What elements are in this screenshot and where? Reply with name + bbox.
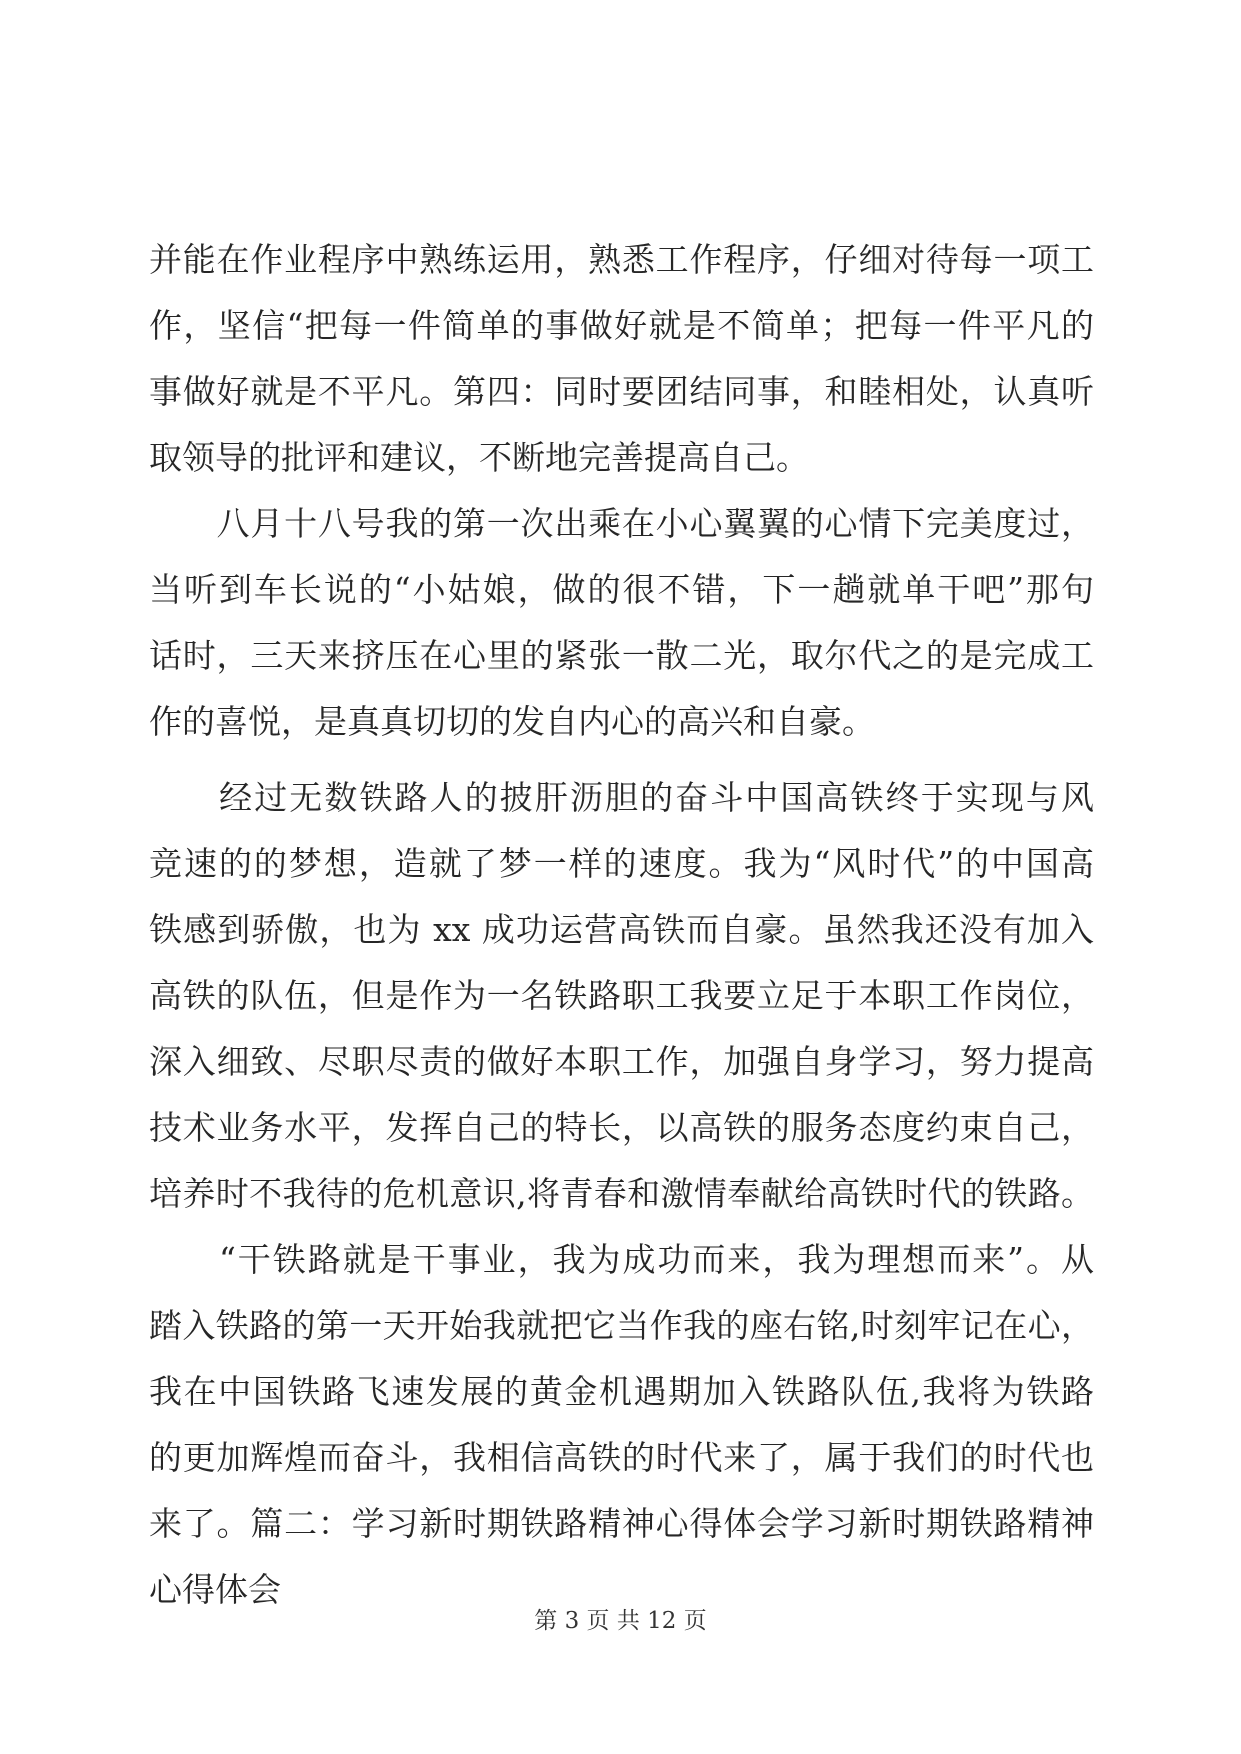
page-footer: 第 3 页 共 12 页 [534,1608,707,1634]
text-line: 高铁的队伍，但是作为一名铁路职工我要立足于本职工作岗位， [149,976,1094,1015]
text-line: 来了。篇二：学习新时期铁路精神心得体会学习新时期铁路精神 [149,1504,1094,1543]
text-line: 的更加辉煌而奋斗，我相信高铁的时代来了，属于我们的时代也 [149,1438,1094,1477]
text-line: 并能在作业程序中熟练运用，熟悉工作程序，仔细对待每一项工 [149,240,1094,279]
text-line: “干铁路就是干事业，我为成功而来，我为理想而来”。从 [149,1240,1094,1279]
text-line: 技术业务水平，发挥自己的特长，以高铁的服务态度约束自己， [149,1108,1094,1147]
text-line: 心得体会 [149,1570,281,1609]
text-line: 取领导的批评和建议，不断地完善提高自己。 [149,438,809,477]
text-line: 我在中国铁路飞速发展的黄金机遇期加入铁路队伍,我将为铁路 [149,1372,1094,1411]
text-line: 培养时不我待的危机意识,将青春和激情奉献给高铁时代的铁路。 [149,1174,1094,1213]
document-body [149,227,1094,1623]
text-line: 铁感到骄傲，也为 xx 成功运营高铁而自豪。虽然我还没有加入 [149,910,1094,949]
text-line: 经过无数铁路人的披肝沥胆的奋斗中国高铁终于实现与风 [149,778,1094,817]
text-line: 深入细致、尽职尽责的做好本职工作，加强自身学习，努力提高 [149,1042,1094,1081]
text-line: 作的喜悦，是真真切切的发自内心的高兴和自豪。 [149,702,875,741]
text-line: 话时，三天来挤压在心里的紧张一散二光，取尔代之的是完成工 [149,636,1094,675]
text-line: 作，坚信“把每一件简单的事做好就是不简单；把每一件平凡的 [149,306,1094,345]
text-line: 当听到车长说的“小姑娘，做的很不错，下一趟就单干吧”那句 [149,570,1094,609]
text-line: 踏入铁路的第一天开始我就把它当作我的座右铭,时刻牢记在心， [149,1306,1094,1345]
text-line: 八月十八号我的第一次出乘在小心翼翼的心情下完美度过， [149,504,1094,543]
text-line: 事做好就是不平凡。第四：同时要团结同事，和睦相处，认真听 [149,372,1094,411]
text-line: 竞速的的梦想，造就了梦一样的速度。我为“风时代”的中国高 [149,844,1094,883]
